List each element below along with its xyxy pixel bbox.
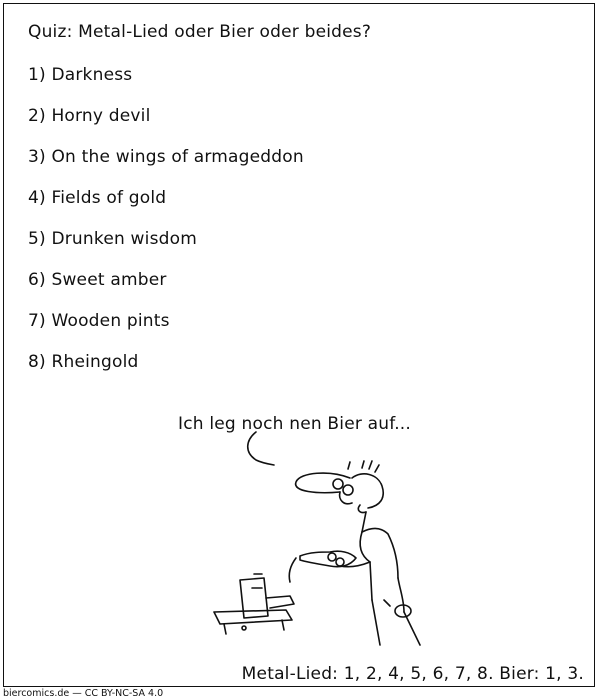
quiz-item: 8) Rheingold xyxy=(28,352,139,372)
speech-text: Ich leg noch nen Bier auf... xyxy=(178,414,412,434)
speech-tail xyxy=(248,432,274,465)
record-player xyxy=(214,574,294,634)
answer-text: Metal-Lied: 1, 2, 4, 5, 6, 7, 8. Bier: 1, 3. xyxy=(241,664,584,684)
bottle-in-hand xyxy=(289,551,370,582)
quiz-item: 2) Horny devil xyxy=(28,106,151,126)
character-head xyxy=(296,461,384,513)
credit-line: biercomics.de — CC BY-NC-SA 4.0 xyxy=(3,688,164,699)
character-body xyxy=(360,512,420,645)
quiz-item: 7) Wooden pints xyxy=(28,311,170,331)
quiz-item: 6) Sweet amber xyxy=(28,270,167,290)
quiz-item: 5) Drunken wisdom xyxy=(28,229,197,249)
quiz-item: 3) On the wings of armageddon xyxy=(28,147,304,167)
quiz-item: 4) Fields of gold xyxy=(28,188,167,208)
quiz-item: 1) Darkness xyxy=(28,65,133,85)
quiz-title: Quiz: Metal-Lied oder Bier oder beides? xyxy=(28,22,372,42)
